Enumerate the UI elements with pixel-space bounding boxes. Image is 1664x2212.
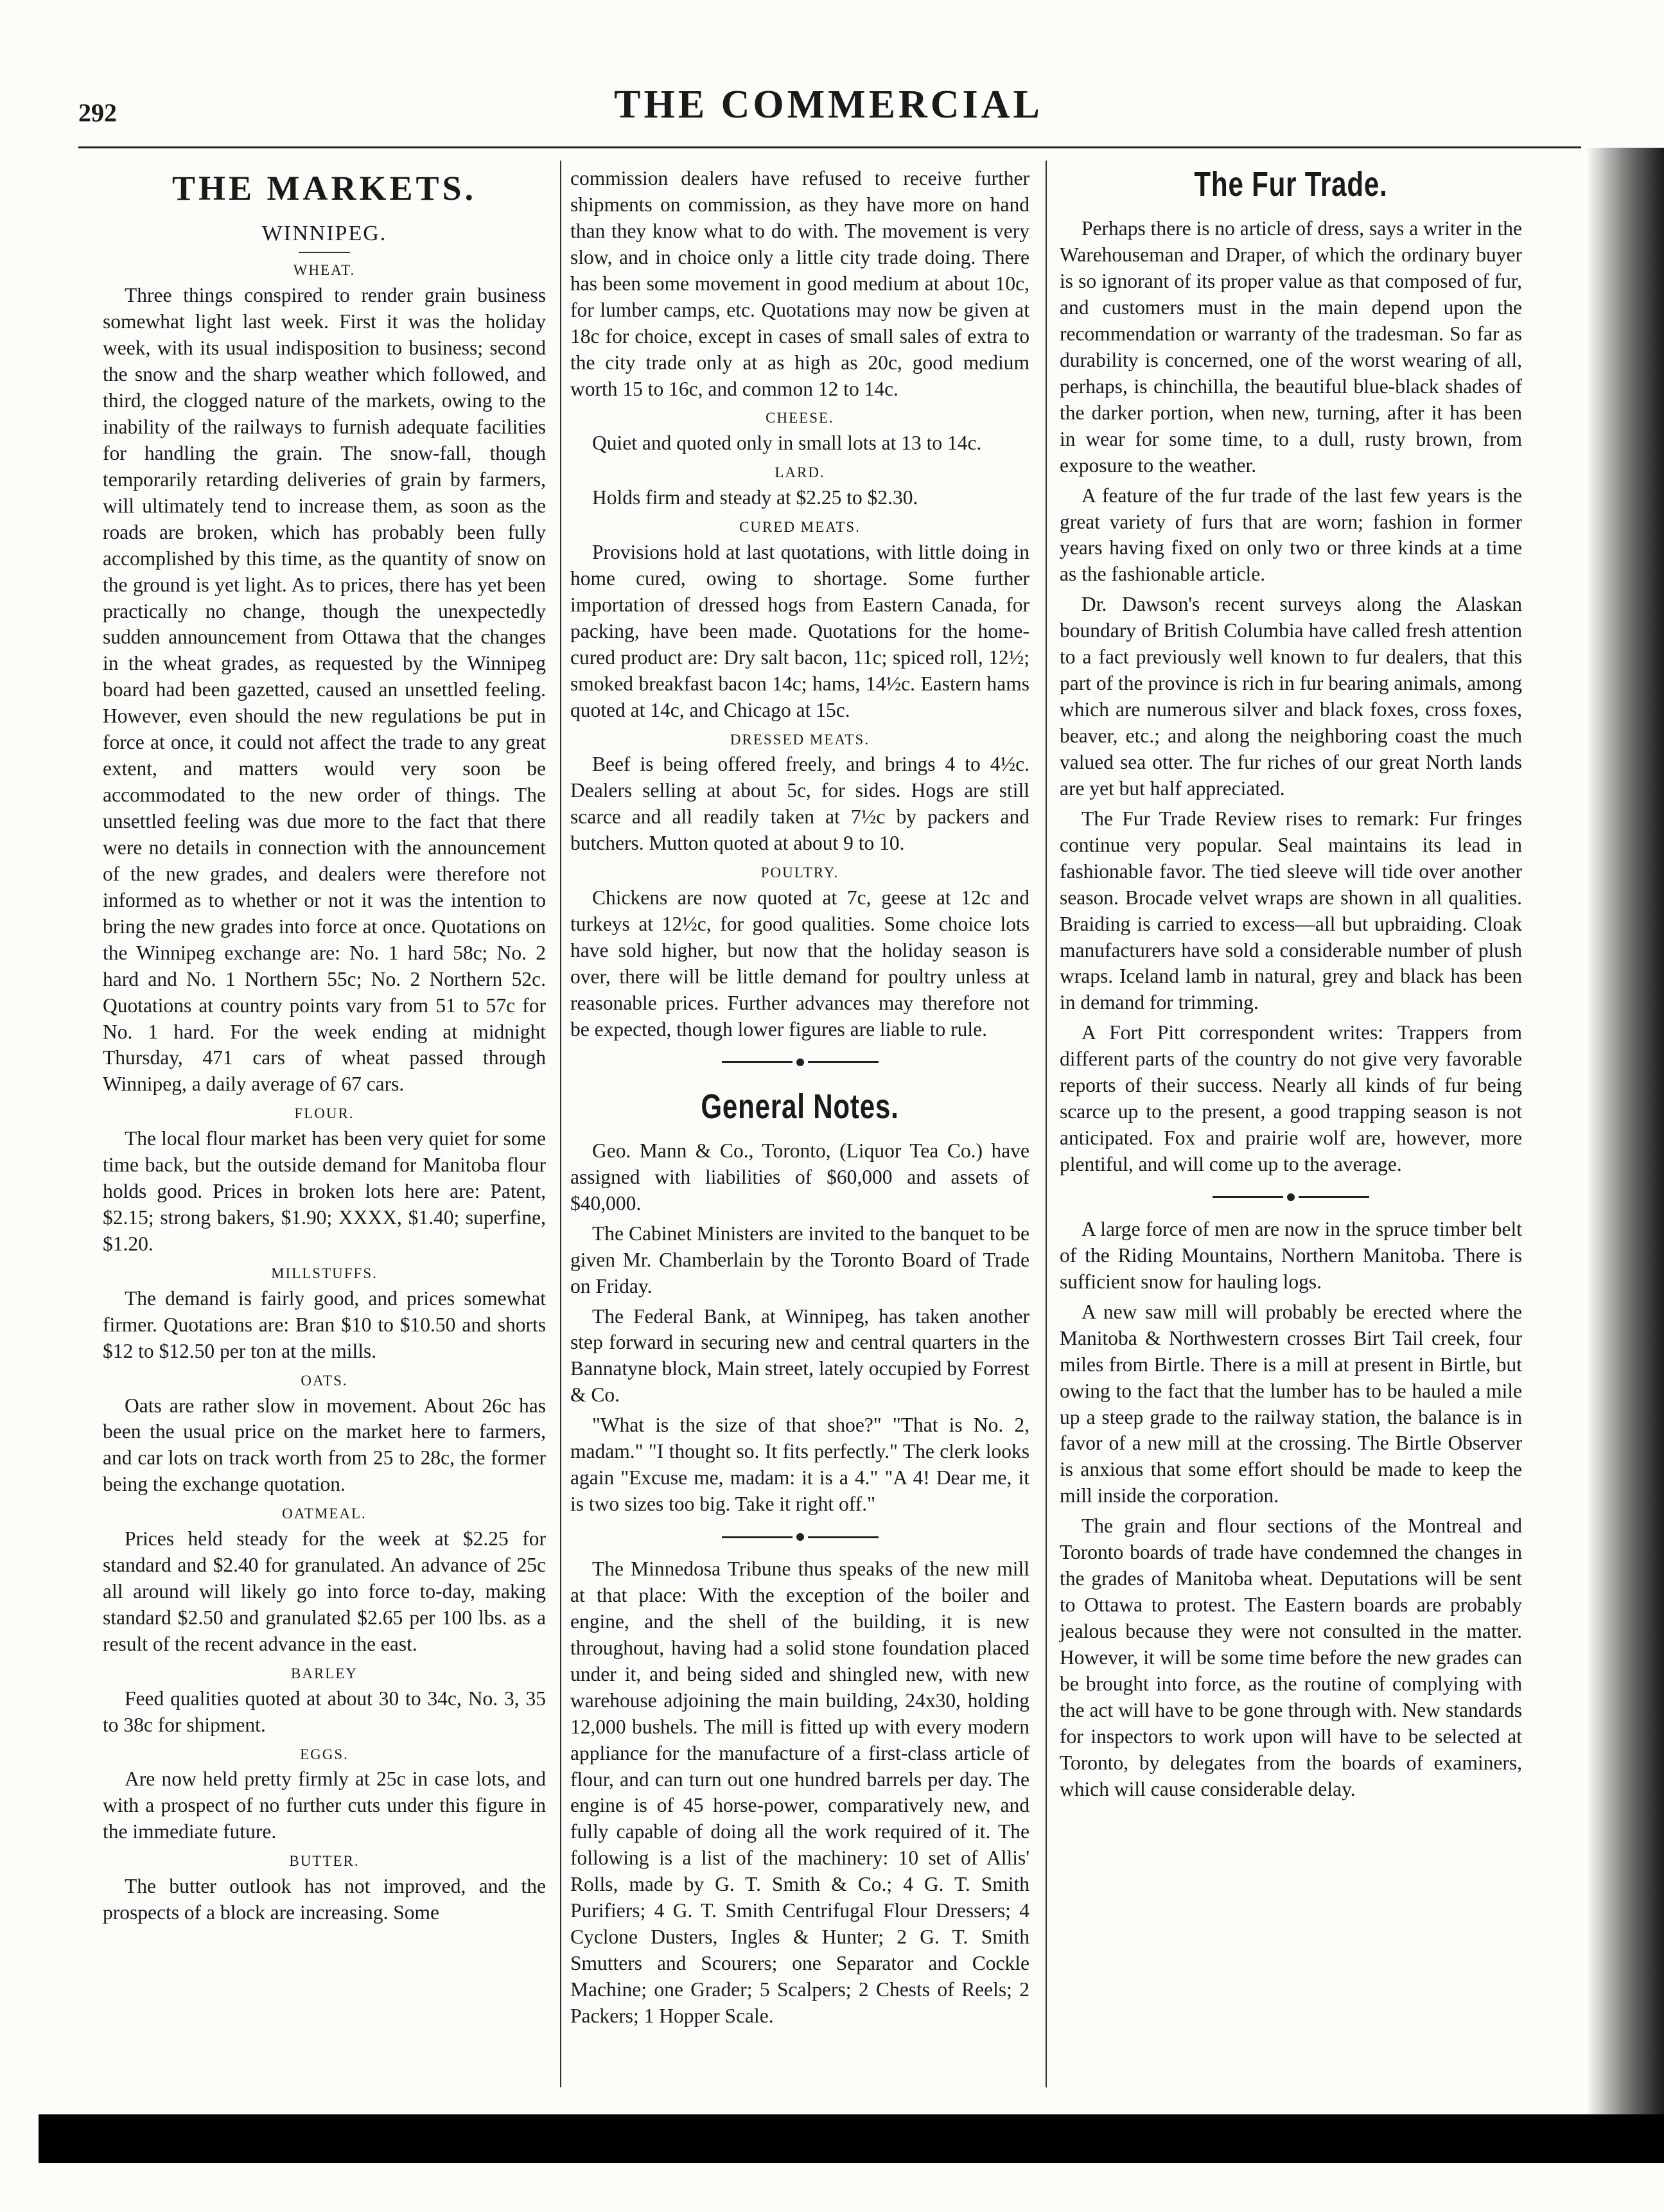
column-fur-trade <box>1060 154 1522 2081</box>
fur-paragraph: A Fort Pitt correspondent writes: Trappers from different parts of the country do not give very favorable reports of their success. Nearly all kinds of fur being scarce up to the present, a good trapping season is not anticipated. Fox and prairie wolf are, however, more plentiful, and will come up to the average. <box>1060 1021 1522 1175</box>
wheat-text: Three things conspired to render grain business somewhat light last week. First it was the holiday week, with its usual indisposition to business; second the snow and the sharp weather which followed, and third, the clogged nature of the markets, owing to the inability of the railways to furnish adequate facilities for handling the grain. The snow-fall, though temporarily retarding deliveries of grain by farmers, will ultimately tend to increase them, as soon as the roads are broken, which has probably been fully accomplished by this time, as the quantity of snow on the ground is yet light. As to prices, there has yet been practically no change, though the unexpectedly sudden announcement from Ottawa that the changes in the wheat grades, as requested by the Winnipeg board had been gazetted, caused an unsettled feeling. However, even should the new regulations be put in force at once, it could not affect the trade to any great extent, and matters would very soon be accommodated to the new order of things. The unsettled feeling was due more to the fact that there were no details in connection with the announcement of the new grades, and dealers were therefore not informed as to whether or not it was the intention to bring the new grades into force at once. Quotations on the Winnipeg exchange are: No. 1 hard 58c; No. 2 hard and No. 1 Northern 55c; No. 2 Northern 52c. Quotations at country points vary from 51 to 57c for No. 1 hard. For the week ending at midnight Thursday, 471 cars of wheat passed through Winnipeg, a daily average of 67 cars. <box>103 284 546 1096</box>
fur-trade-title: The Fur Trade. <box>1194 165 1388 204</box>
fur-paragraph: Perhaps there is no article of dress, says a writer in the Warehouseman and Draper, of which the ordinary buyer is so ignorant of its proper value as that composed of fur, and customers must in the main depend upon the recommendation or warranty of the tradesman. So far as durability is concerned, one of the worst wearing of all, perhaps, is chinchilla, the beautiful blue-black shades of the darker portion, when new, turning, after it has been in wear for some time, to a dull, rusty brown, from exposure to the weather. <box>1060 217 1522 477</box>
cheese-heading: CHEESE. <box>766 410 834 426</box>
butter-heading: BUTTER. <box>289 1853 360 1870</box>
oats-text: Oats are rather slow in movement. About 26c has been the usual price on the market here to farmers, and car lots on track worth from 25 to 28c, the former being the exchange quotation. <box>103 1394 546 1496</box>
general-notes-title: General Notes. <box>701 1087 899 1126</box>
column-produce-notes <box>570 154 1029 2081</box>
oatmeal-text: Prices held steady for the week at $2.25 for standard and $2.40 for granulated. An advance of 25c all around will likely go into force to-day, making standard $2.50 and granulated $2.65 per 100 lbs. as a result of the recent advance in the east. <box>103 1527 546 1655</box>
divider-ornament <box>570 1058 1029 1066</box>
place-rule <box>299 252 350 253</box>
barley-heading: BARLEY <box>291 1665 358 1681</box>
masthead: THE COMMERCIAL <box>614 83 1043 127</box>
oats-heading: OATS. <box>301 1372 348 1389</box>
note-item: Geo. Mann & Co., Toronto, (Liquor Tea Co.) have assigned with liabilities of $60,000 and assets of $40,000. <box>570 1139 1029 1215</box>
butter-text: The butter outlook has not improved, and the prospects of a block are increasing. Some <box>103 1875 546 1924</box>
millstuffs-heading: MILLSTUFFS. <box>271 1265 378 1281</box>
header-rule <box>78 146 1581 148</box>
poultry-text: Chickens are now quoted at 7c, geese at 12c and turkeys at 12½c, for good qualities. Some choice lots have sold higher, but now that the holiday season is over, there will be little demand for poultry unless at reasonable prices. Further advances may therefore not be expected, though lower figures are liable to rule. <box>570 886 1029 1040</box>
fur-paragraph: The Fur Trade Review rises to remark: Fur fringes continue very popular. Seal maintains its lead in fashionable favor. The tied sleeve will tide over another season. Brocade velvet wraps are shown in all qualities. Braiding is carried to excess—all but upbraiding. Cloak manufacturers have sold a considerable number of plush wraps. Iceland lamb in natural, grey and black has been in demand for trimming. <box>1060 807 1522 1014</box>
flour-text: The local flour market has been very quiet for some time back, but the outside demand for Manitoba flour holds good. Prices in broken lots here are: Patent, $2.15; strong bakers, $1.90; XXXX, $1.40; superfine, $1.20. <box>103 1127 546 1255</box>
millstuffs-text: The demand is fairly good, and prices somewhat firmer. Quotations are: Bran $10 to $10.50 and shorts $12 to $12.50 per ton at the mills. <box>103 1286 546 1362</box>
fur-paragraph: A feature of the fur trade of the last few years is the great variety of furs that are worn; fashion in former years having fixed on only two or three kinds at a time as the fashionable article. <box>1060 484 1522 586</box>
column-rule-1 <box>560 161 561 2087</box>
news-paragraph: A large force of men are now in the spruce timber belt of the Riding Mountains, Northern Manitoba. There is sufficient snow for hauling logs. <box>1060 1217 1522 1293</box>
column-rule-2 <box>1046 161 1047 2087</box>
wheat-heading: WHEAT. <box>293 262 356 279</box>
divider-ornament <box>1060 1193 1522 1201</box>
cured-meats-heading: CURED MEATS. <box>739 519 861 536</box>
flour-heading: FLOUR. <box>294 1105 355 1122</box>
eggs-text: Are now held pretty firmly at 25c in case lots, and with a prospect of no further cuts under this figure in the immediate future. <box>103 1768 546 1843</box>
news-paragraph: A new saw mill will probably be erected where the Manitoba & Northwestern crosses Birt Tail creek, four miles from Birtle. There is a mill at present in Birtle, but owing to the fact that the lumber has to be hauled a mile up a steep grade to the railway station, the balance is in favor of a new mill at the crossing. The Birtle Observer is anxious that some effort should be made to keep the mill inside the corporation. <box>1060 1300 1522 1507</box>
place-heading: WINNIPEG. <box>261 222 387 246</box>
dressed-meats-text: Beef is being offered freely, and brings 4 to 4½c. Dealers selling at about 5c, for sides. Hogs are still scarce and all readily taken at 7½c by packers and butchers. Mutton quoted at about 9 to 10. <box>570 753 1029 855</box>
note-item: The Cabinet Ministers are invited to the banquet to be given Mr. Chamberlain by the Toronto Board of Trade on Friday. <box>570 1222 1029 1297</box>
cheese-text: Quiet and quoted only in small lots at 13 to 14c. <box>592 432 982 455</box>
barley-text: Feed qualities quoted at about 30 to 34c, No. 3, 35 to 38c for shipment. <box>103 1687 546 1736</box>
lard-text: Holds firm and steady at $2.25 to $2.30. <box>592 486 918 509</box>
note-item: The Minnedosa Tribune thus speaks of the new mill at that place: With the exception of the boiler and engine, and the shell of the building, it is new throughout, having had a solid stone foundation placed under it, and being sided and shingled new, with new warehouse adjoining the main building, 24x30, holding 12,000 bushels. The mill is fitted up with every modern appliance for the manufacture of a first-class article of flour, and can turn out one hundred barrels per day. The engine is of 45 horse-power, comparatively new, and fully capable of doing all the work required of it. The following is a list of the machinery: 10 set of Allis' Rolls, made by G. T. Smith & Co.; 4 G. T. Smith Purifiers; 4 G. T. Smith Centrifugal Flour Dressers; 4 Cyclone Dusters, Ingles & Hunter; 2 G. T. Smith Smutters and Scourers; one Separator and Cockle Machine; one Grader; 5 Scalpers; 2 Chests of Reels; 2 Packers; 1 Hopper Scale. <box>570 1558 1029 2027</box>
page-number: 292 <box>78 98 117 127</box>
cured-meats-text: Provisions hold at last quotations, with little doing in home cured, owing to shortage. Some further importation of dressed hogs from Eastern Canada, for packing, have been made. Quotations for the home-cured product are: Dry salt bacon, 11c; spiced roll, 12½; smoked breakfast bacon 14c; hams, 14½c. Eastern hams quoted at 14c, and Chicago at 15c. <box>570 540 1029 721</box>
oatmeal-heading: OATMEAL. <box>282 1505 367 1522</box>
scan-bottom-band <box>39 2114 1664 2163</box>
divider-ornament <box>570 1533 1029 1541</box>
markets-title: THE MARKETS. <box>171 169 477 207</box>
lard-heading: LARD. <box>775 464 825 481</box>
note-item: The Federal Bank, at Winnipeg, has taken another step forward in securing new and central quarters in the Bannatyne block, Main street, lately occupied by Forrest & Co. <box>570 1304 1029 1407</box>
column-markets <box>103 154 546 2081</box>
news-paragraph: The grain and flour sections of the Montreal and Toronto boards of trade have condemned the changes in the grades of Manitoba wheat. Deputations will be sent to Ottawa to protest. The Eastern boards are probably jealous because they were not consulted in the matter. However, it will be some time before the new grades can be brought into force, as the routine of complying with the act will have to be gone through with. New standards for inspectors to work upon will have to be selected at Toronto, by delegates from the boards of examiners, which will cause considerable delay. <box>1060 1514 1522 1800</box>
fur-paragraph: Dr. Dawson's recent surveys along the Alaskan boundary of British Columbia have called fresh attention to a fact previously well known to fur dealers, that this part of the province is rich in fur bearing animals, among which are numerous silver and black foxes, cross foxes, beaver, etc.; and along the neighboring coast the much valued sea otter. The fur riches of our great North lands are yet but half appreciated. <box>1060 593 1522 800</box>
scan-shadow-edge <box>1586 148 1664 2145</box>
butter-continued-text: commission dealers have refused to receive further shipments on commission, as they have more on hand than they know what to do with. The movement is very slow, and in choice only a little city trade doing. There has been some movement in good medium at about 10c, for lumber camps, etc. Quotations may now be given at 18c for choice, except in cases of small sales of extra to the city trade only at as high as 20c, good medium worth 15 to 16c, and common 12 to 14c. <box>570 167 1029 400</box>
poultry-heading: POULTRY. <box>760 865 839 881</box>
eggs-heading: EGGS. <box>300 1746 349 1762</box>
dressed-meats-heading: DRESSED MEATS. <box>730 731 870 748</box>
note-item: "What is the size of that shoe?" "That is No. 2, madam." "I thought so. It fits perfectly." The clerk looks again "Excuse me, madam: it is a 4." "A 4! Dear me, it is two sizes too big. Take it right off." <box>570 1414 1029 1516</box>
